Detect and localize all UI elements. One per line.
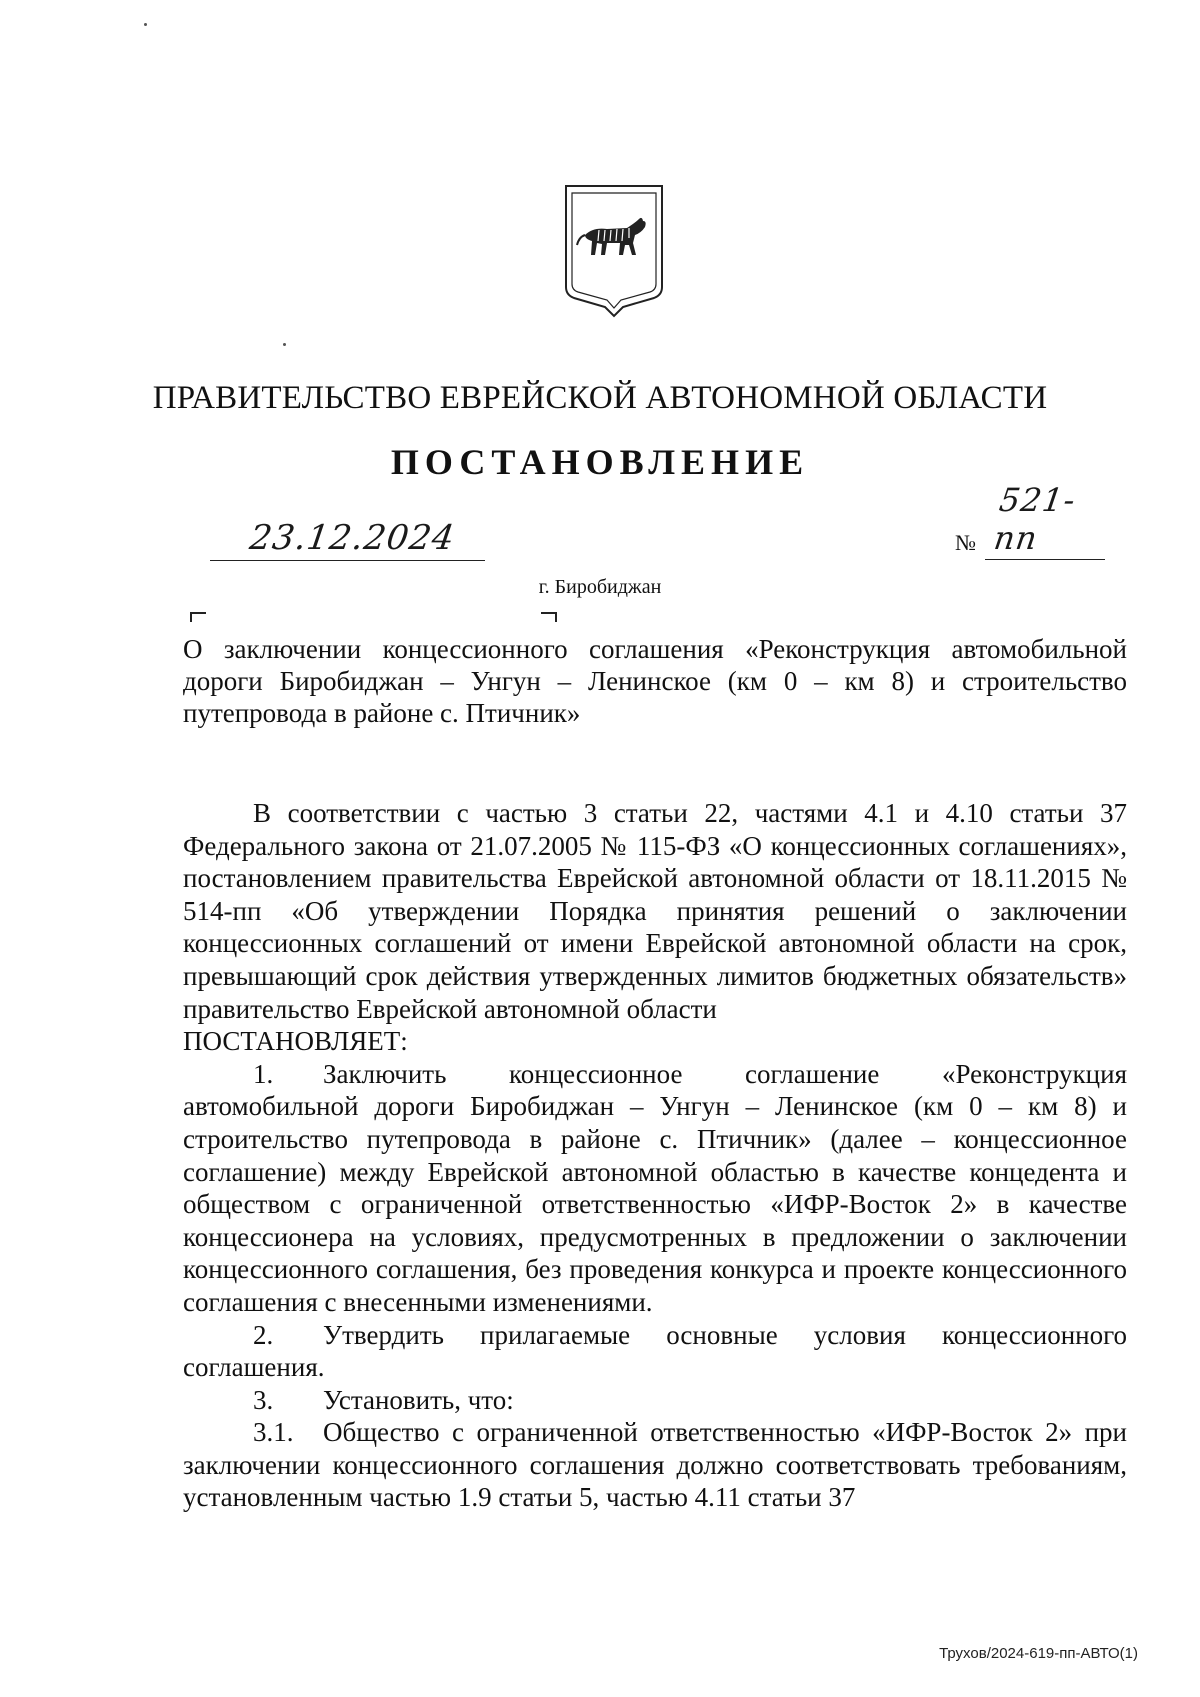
document-body	[183, 797, 1127, 1514]
footer-document-code: Трухов/2024-619-пп-АВТО(1)	[939, 1645, 1138, 1662]
item-text: Установить, что:	[323, 1384, 514, 1415]
decree-word: ПОСТАНОВЛЯЕТ:	[183, 1026, 408, 1057]
coat-of-arms-tiger-icon	[563, 183, 665, 320]
item-number: 3.	[253, 1384, 274, 1415]
item-text: Утвердить прилагаемые основные условия концессионного соглашения.	[183, 1319, 1127, 1383]
item-number: 3.1.	[253, 1417, 294, 1448]
item-number: 2.	[253, 1319, 274, 1350]
number-line	[985, 481, 1105, 560]
city-label: г. Биробиджан	[538, 576, 662, 598]
subject-bracket-left	[190, 612, 206, 622]
document-type-title: ПОСТАНОВЛЕНИЕ	[390, 442, 810, 482]
handwritten-date: 23.12.2024	[247, 518, 458, 558]
government-title: ПРАВИТЕЛЬСТВО ЕВРЕЙСКОЙ АВТОНОМНОЙ ОБЛАСТИ	[152, 380, 1048, 416]
subject-bracket-right	[541, 612, 557, 622]
item-text: Заключить концессионное соглашение «Реконструкция автомобильной дороги Биробиджан – Унгун – Ленинское (км 0 – км 8) и строительство путепровода в районе с. Птичник» (далее – концессионное соглашение) между Еврейской автономной областью в качестве концедента и обществом с ограниченной ответственностью «ИФР-Восток 2» в качестве концессионера на условиях, предусмотренных в предложении о заключении концессионного соглашения, без проведения конкурса и проекте концессионного соглашения с внесенными изменениями.	[183, 1058, 1127, 1317]
number-label: №	[955, 530, 976, 555]
list-item	[183, 1319, 1127, 1384]
date-field	[210, 512, 485, 561]
preamble-paragraph: В соответствии с частью 3 статьи 22, частями 4.1 и 4.10 статьи 37 Федерального закона от 21.07.2005 № 115-ФЗ «О концессионных соглашениях», постановлением правительства Еврейской автономной области от 18.11.2015 № 514-пп «Об утверждении Порядка принятия решений о заключении концессионных соглашений от имени Еврейской автономной области на срок, превышающий срок действия утвержденных лимитов бюджетных обязательств» правительство Еврейской автономной области	[183, 798, 1127, 1024]
scan-speck	[283, 343, 286, 346]
item-number: 1.	[253, 1058, 274, 1089]
list-item	[183, 1058, 1127, 1319]
scan-speck	[144, 23, 147, 26]
item-text: Общество с ограниченной ответственностью «ИФР-Восток 2» при заключении концессионного соглашения должно соответствовать требованиям, установленным частью 1.9 статьи 5, частью 4.11 статьи 37	[183, 1417, 1127, 1513]
list-item	[183, 1416, 1127, 1514]
handwritten-number: 521-пп	[991, 481, 1079, 557]
document-subject: О заключении концессионного соглашения «Реконструкция автомобильной дороги Биробиджан – Унгун – Ленинское (км 0 – км 8) и строительство путепровода в районе с. Птичник»	[183, 634, 1127, 728]
list-item	[183, 1384, 1127, 1417]
